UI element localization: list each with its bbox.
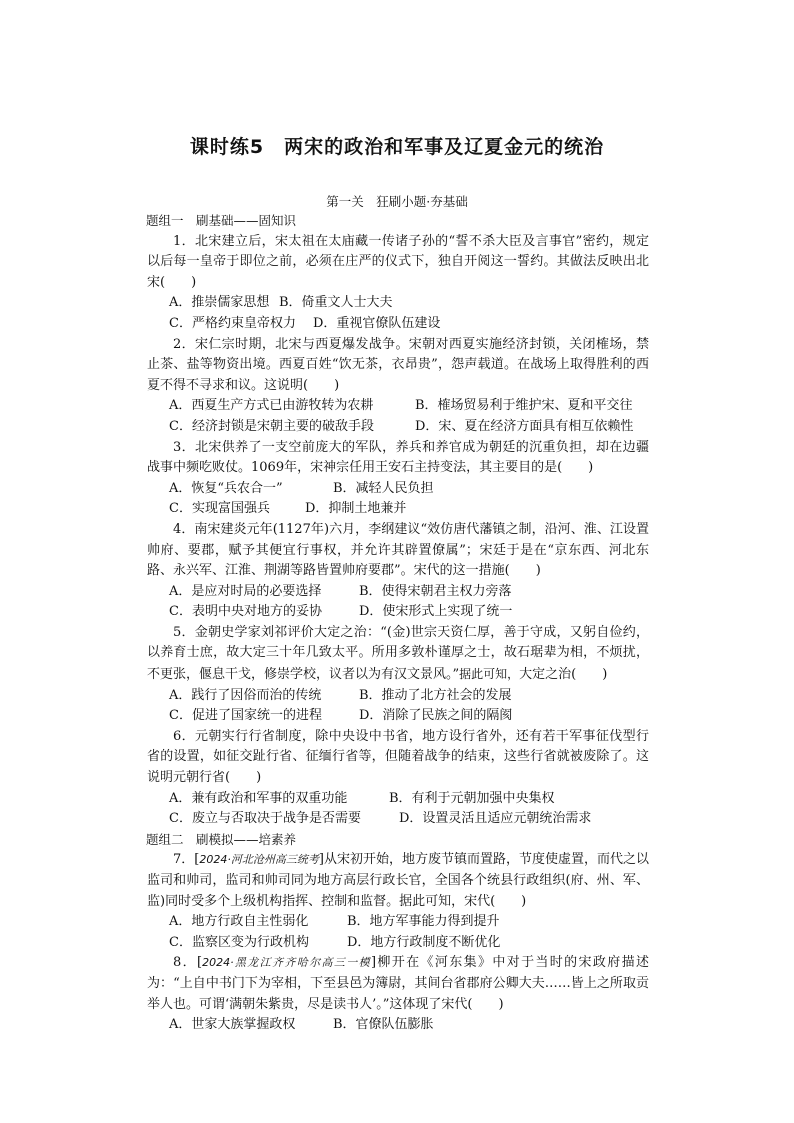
option-a[interactable]: A．世家大族掌握政权 [169, 1017, 296, 1033]
question-3: 3．北宋供养了一支空前庞大的军队，养兵和养官成为朝廷的沉重负担，却在边疆战事中频吃败仗。1069年，宋神宗任用王安石主持变法，其主要目的是( ) [147, 439, 649, 476]
question-7-source: 2024·河北沧州高三统考 [199, 853, 319, 867]
question-5-stem: 5．金朝史学家刘祁评价大定之治：“(金)世宗天资仁厚，善于守成，又躬自俭约，以养育士庶，故大定三十年几致太平。所用多敦朴谨厚之士，故石琚辈为相，不烦扰，不更张，偃息干戈，修崇学校，议者以为有汉文景风。” [147, 624, 649, 683]
option-d[interactable]: D．宋、夏在经济方面具有相互依赖性 [415, 418, 634, 434]
question-2: 2．宋仁宗时期，北宋与西夏爆发战争。宋朝对西夏实施经济封锁，关闭榷场，禁止茶、盐等物资出境。西夏百姓“饮无茶，衣昂贵”，怨声载道。在战场上取得胜利的西夏不得不寻求和议。这说明( ) [147, 336, 649, 393]
option-c[interactable]: C．实现富国强兵 [169, 501, 270, 517]
group-heading-1: 题组一 刷基础——固知识 [146, 213, 297, 228]
option-b[interactable]: B．有利于元朝加强中央集权 [389, 790, 555, 806]
option-a[interactable]: A．兼有政治和军事的双重功能 [169, 790, 348, 806]
question-7-num: 7．[ [173, 852, 200, 868]
question-body [147, 211, 649, 1036]
option-b[interactable]: B．官僚队伍膨胀 [333, 1017, 434, 1033]
options-row [147, 912, 649, 933]
question-7-stem: ]从宋初开始，地方废节镇而置路，节度使虚置，而代之以监司和帅司，监司和帅司同为地方高层行政长官，全国各个统县行政组织(府、州、军、监)同时受多个上级机构指挥、控制和监督。据此可知，宋代( ) [147, 852, 650, 909]
option-c[interactable]: C．监察区变为行政机构 [169, 934, 309, 950]
option-c[interactable]: C．严格约束皇帝权力 [169, 315, 296, 331]
option-c[interactable]: C．表明中央对地方的妥协 [169, 604, 322, 620]
question-8-num: 8．[ [173, 955, 203, 971]
option-d[interactable]: D．重视官僚队伍建设 [313, 315, 441, 331]
option-a[interactable]: A．西夏生产方式已由游牧转为农耕 [169, 398, 374, 414]
option-d[interactable]: D．使宋形式上实现了统一 [359, 604, 513, 620]
option-c[interactable]: C．废立与否取决于战争是否需要 [169, 811, 361, 827]
options-row [147, 706, 649, 727]
question-1: 1．北宋建立后，宋太祖在太庙藏一传诸子孙的“誓不杀大臣及言事官”密约，规定以后每一皇帝于即位之前，必须在庄严的仪式下，独自开阅这一誓约。其做法反映出北宋( ) [147, 233, 649, 290]
option-b[interactable]: B．地方军事能力得到提升 [347, 914, 500, 930]
option-a[interactable]: A．地方行政自主性弱化 [169, 914, 309, 930]
question-5 [147, 623, 649, 686]
question-8 [147, 953, 649, 1015]
option-a[interactable]: A．是应对时局的必要选择 [169, 583, 322, 599]
options-row [147, 809, 649, 830]
option-b[interactable]: B．倚重文人士大夫 [279, 295, 393, 311]
option-b[interactable]: B．使得宋朝君主权力旁落 [359, 583, 512, 599]
option-a[interactable]: A．恢复“兵农合一” [169, 480, 283, 496]
options-row [147, 1015, 649, 1036]
options-row [147, 933, 649, 954]
options-row [147, 293, 649, 314]
options-row [147, 499, 649, 520]
question-5-note: 据此可知， [459, 667, 520, 682]
group-heading-2: 题组二 刷模拟——培素养 [146, 831, 297, 847]
option-a[interactable]: A．践行了因俗而治的传统 [169, 687, 322, 703]
option-c[interactable]: C．经济封锁是宋朝主要的破敌手段 [169, 418, 374, 434]
option-d[interactable]: D．设置灵活且适应元朝统治需求 [399, 811, 592, 827]
option-d[interactable]: D．消除了民族之间的隔阂 [359, 708, 513, 724]
option-b[interactable]: B．推动了北方社会的发展 [359, 687, 512, 703]
options-row [147, 686, 649, 707]
page-title: 课时练5 两宋的政治和军事及辽夏金元的统治 [189, 136, 605, 158]
question-8-stem: ]柳开在《河东集》中对于当时的宋政府描述为：“上自中书门下为宰相，下至县邑为簿尉，其间台省郡府公卿大夫……皆上之所取贡举人也。可谓‘满朝朱紫贵，尽是读书人’。”这体现了宋代( ) [147, 955, 649, 1012]
option-a[interactable]: A．推崇儒家思想 [169, 295, 270, 311]
option-b[interactable]: B．减轻人民负担 [333, 480, 434, 496]
question-8-source: 2024·黑龙江齐齐哈尔高三一模 [202, 956, 371, 970]
option-d[interactable]: D．地方行政制度不断优化 [347, 934, 501, 950]
question-5-tail: 大定之治( ) [519, 667, 608, 683]
options-row [147, 602, 649, 623]
question-7 [147, 850, 649, 912]
options-row [147, 789, 649, 810]
question-6: 6．元朝实行行省制度，除中央设中书省，地方设行省外，还有若干军事征伐型行省的设置，如征交趾行省、征缅行省等，但随着战争的结束，这些行省就被废除了。这说明元朝行省( ) [147, 728, 649, 786]
option-b[interactable]: B．榷场贸易利于维护宋、夏和平交往 [415, 398, 633, 414]
options-row [147, 479, 649, 500]
question-4: 4．南宋建炎元年(1127年)六月，李纲建议“效仿唐代藩镇之制，沿河、淮、江设置帅府、要郡，赋予其便宜行事权，并允许其辟置僚属”；宋廷于是在“京东西、河北东路、永兴军、江淮、荆湖等路皆置帅府要郡”。宋代的这一措施( ) [147, 521, 649, 579]
section-heading: 第一关 狂刷小题·夯基础 [326, 194, 468, 209]
option-d[interactable]: D．抑制土地兼并 [305, 501, 407, 517]
options-row [147, 417, 649, 438]
options-row [147, 314, 649, 335]
options-row [147, 396, 649, 417]
options-row [147, 582, 649, 603]
option-c[interactable]: C．促进了国家统一的进程 [169, 708, 322, 724]
